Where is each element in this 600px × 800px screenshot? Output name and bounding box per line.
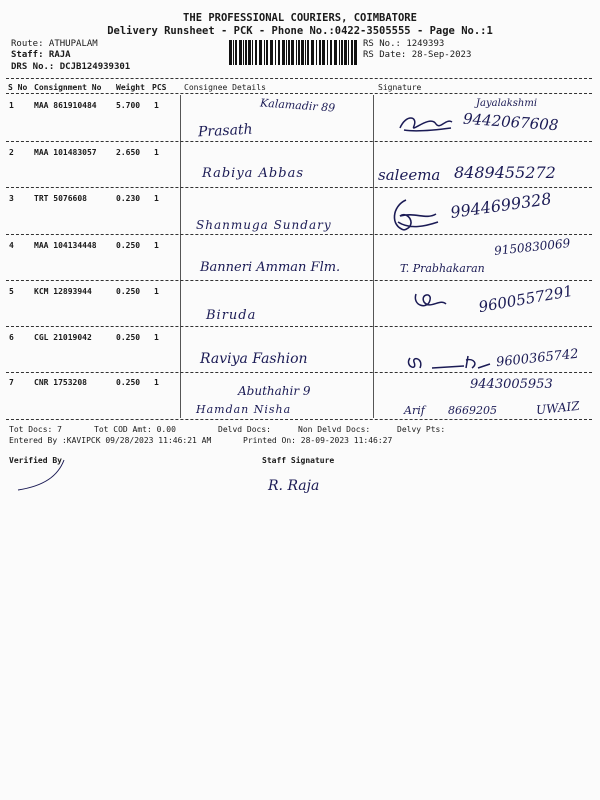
rs-no-label: RS No.: 1249393 — [363, 39, 445, 49]
row2-divider — [6, 187, 592, 188]
table-bottom-divider — [6, 419, 592, 420]
delvd-docs: Delvd Docs: — [218, 425, 271, 434]
row7-sig-phone: 9443005953 — [470, 377, 553, 392]
row1-sno: 1 — [9, 101, 14, 110]
row4-divider — [6, 280, 592, 281]
non-delvd-docs: Non Delvd Docs: — [298, 425, 371, 434]
row7-sno: 7 — [9, 378, 14, 387]
col-sno: S No — [8, 83, 28, 92]
row7-consignee: Abuthahir 9 — [238, 384, 311, 398]
row5-divider — [6, 326, 592, 327]
row2-pcs: 1 — [154, 148, 159, 157]
row6-consignment: CGL 21019042 — [34, 333, 92, 342]
row7-consignment: CNR 1753208 — [34, 378, 87, 387]
row1-consignment: MAA 861910484 — [34, 101, 97, 110]
row1-consignee-note: Kalamadir 89 — [259, 96, 336, 115]
row1-signature-scribble — [396, 110, 456, 136]
row3-divider — [6, 234, 592, 235]
col-consignment: Consignment No — [34, 83, 102, 92]
col-weight: Weight — [116, 83, 145, 92]
col-pcs: PCS — [152, 83, 167, 92]
row5-weight: 0.250 — [116, 287, 141, 296]
consignee-column-line — [180, 95, 181, 418]
signature-column-line — [373, 95, 374, 418]
tot-docs: Tot Docs: 7 — [9, 425, 62, 434]
row2-consignee: Rabiya Abbas — [202, 166, 304, 181]
row6-consignee: Raviya Fashion — [200, 351, 308, 367]
col-signature: Signature — [378, 83, 422, 92]
row2-sig-name: saleema — [378, 166, 441, 184]
row1-sig-name: Jayalakshmi — [476, 98, 538, 109]
row6-weight: 0.250 — [116, 333, 141, 342]
row2-sig-phone: 8489455272 — [454, 163, 556, 182]
entered-by: Entered By :KAVIPCK 09/28/2023 11:46:21 AM — [9, 436, 212, 445]
row6-divider — [6, 372, 592, 373]
col-consignee: Consignee Details — [184, 83, 266, 92]
row4-consignee: Banneri Amman Flm. — [200, 260, 341, 275]
row6-sig-phone: 9600365742 — [495, 346, 580, 371]
row1-weight: 5.700 — [116, 101, 141, 110]
row7-consignee-note: Hamdan Nisha — [196, 403, 292, 416]
row5-sno: 5 — [9, 287, 14, 296]
drs-label: DRS No.: DCJB124939301 — [11, 62, 131, 72]
row3-consignee: Shanmuga Sundary — [196, 218, 332, 232]
runsheet-subtitle: Delivery Runsheet - PCK - Phone No.:0422-3505555 - Page No.:1 — [107, 25, 493, 37]
printed-on: Printed On: 28-09-2023 11:46:27 — [243, 436, 393, 445]
route-label: Route: ATHUPALAM — [11, 39, 98, 49]
row7-sig-name: Arif — [404, 404, 425, 417]
staff-signature-label: Staff Signature — [262, 456, 335, 465]
row7-pcs: 1 — [154, 378, 159, 387]
verified-by-label: Verified By — [9, 456, 62, 465]
tot-cod-amt: Tot COD Amt: 0.00 — [94, 425, 176, 434]
staff-signature-handwriting: R. Raja — [268, 478, 320, 494]
row3-signature-scribble — [386, 196, 442, 236]
row7-weight: 0.250 — [116, 378, 141, 387]
row6-sno: 6 — [9, 333, 14, 342]
row4-consignment: MAA 104134448 — [34, 241, 97, 250]
row2-sno: 2 — [9, 148, 14, 157]
delvy-pts: Delvy Pts: — [397, 425, 446, 434]
row1-pcs: 1 — [154, 101, 159, 110]
row2-consignment: MAA 101483057 — [34, 148, 97, 157]
row7-sig-phone2: 8669205 — [448, 404, 497, 417]
row3-pcs: 1 — [154, 194, 159, 203]
row3-consignment: TRT 5076608 — [34, 194, 87, 203]
row1-sig-phone: 9442067608 — [462, 109, 559, 135]
company-title: THE PROFESSIONAL COURIERS, COIMBATORE — [183, 12, 417, 24]
row5-consignee: Biruda — [206, 308, 257, 323]
row2-weight: 2.650 — [116, 148, 141, 157]
row4-sig-name: T. Prabhakaran — [400, 262, 485, 275]
row5-consignment: KCM 12893944 — [34, 287, 92, 296]
row4-sig-phone: 9150830069 — [493, 236, 571, 258]
row4-weight: 0.250 — [116, 241, 141, 250]
verified-by-mark — [14, 456, 70, 496]
header-divider-bottom — [6, 93, 592, 94]
rs-date-label: RS Date: 28-Sep-2023 — [363, 50, 472, 60]
row1-divider — [6, 141, 592, 142]
row6-pcs: 1 — [154, 333, 159, 342]
row1-consignee: Prasath — [197, 121, 254, 141]
row5-sig-phone: 9600557291 — [477, 281, 575, 317]
barcode-image — [229, 40, 357, 65]
row3-sno: 3 — [9, 194, 14, 203]
row4-sno: 4 — [9, 241, 14, 250]
row3-sig-phone: 9944699328 — [449, 189, 553, 222]
row5-pcs: 1 — [154, 287, 159, 296]
staff-label: Staff: RAJA — [11, 50, 71, 60]
header-divider-top — [6, 78, 592, 79]
row3-weight: 0.230 — [116, 194, 141, 203]
row5-signature-scribble — [410, 288, 450, 314]
row4-pcs: 1 — [154, 241, 159, 250]
row7-sig-extra: UWAIZ — [535, 398, 581, 418]
